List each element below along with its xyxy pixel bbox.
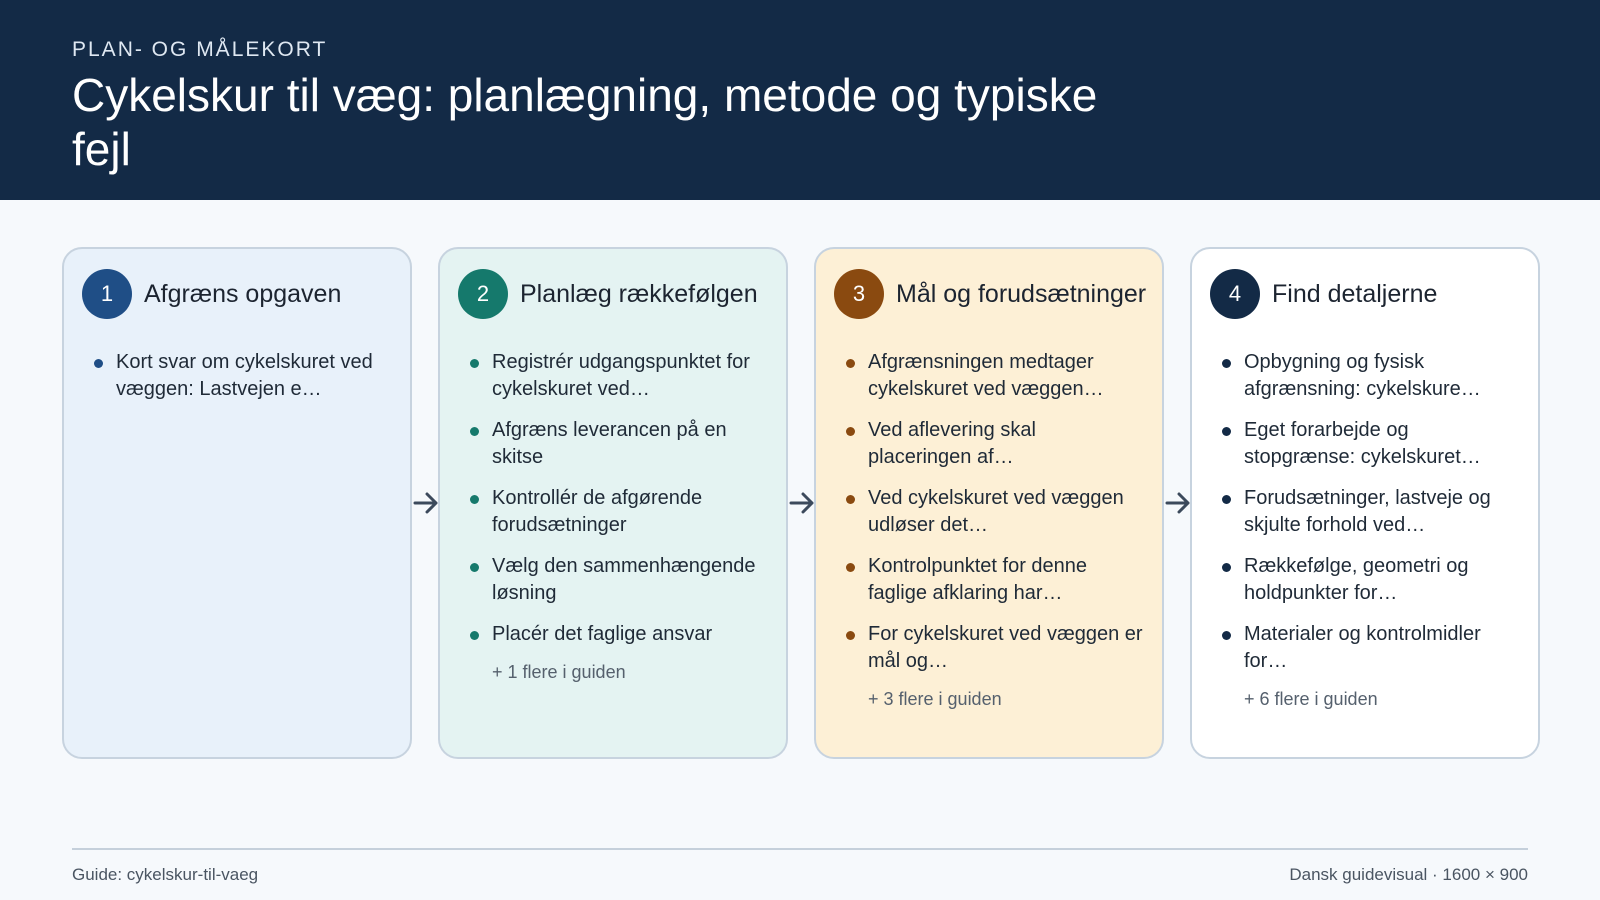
- list-item-text: Afgrænsningen medtager cykelskuret ved væggen…: [868, 351, 1104, 400]
- list-item-text: Registrér udgangspunktet for cykelskuret ved…: [492, 351, 750, 400]
- footer-guide-slug: Guide: cykelskur-til-vaeg: [72, 865, 259, 884]
- bullet-dot-icon: [470, 563, 479, 572]
- bullet-dot-icon: [1222, 563, 1231, 572]
- list-item: [468, 417, 768, 471]
- list-item-text: Ved aflevering skal placeringen af…: [868, 419, 1036, 468]
- bullet-dot-icon: [1222, 427, 1231, 436]
- step-card-header: [1210, 269, 1520, 319]
- step-bullet-list: [458, 349, 768, 648]
- bullet-dot-icon: [846, 563, 855, 572]
- list-item: [844, 349, 1144, 403]
- eyebrow-label: PLAN- OG MÅLEKORT: [72, 38, 328, 61]
- bullet-dot-icon: [846, 495, 855, 504]
- arrow-right-icon: [1163, 488, 1193, 518]
- step-title: Find detaljerne: [1272, 279, 1438, 308]
- list-item: [844, 417, 1144, 471]
- arrow-right-icon: [411, 488, 441, 518]
- step-number-badge: 2: [458, 269, 508, 319]
- bullet-dot-icon: [846, 359, 855, 368]
- list-item-text: Vælg den sammenhængende løsning: [492, 555, 756, 604]
- list-item-text: Kontrolpunktet for denne faglige afklaring har…: [868, 555, 1088, 604]
- more-in-guide-link[interactable]: + 6 flere i guiden: [1244, 689, 1378, 709]
- list-item-text: Placér det faglige ansvar: [492, 623, 713, 645]
- bullet-dot-icon: [1222, 631, 1231, 640]
- list-item-text: Materialer og kontrolmidler for…: [1244, 623, 1481, 672]
- step-number-badge: 4: [1210, 269, 1260, 319]
- list-item: [1220, 621, 1520, 675]
- header-banner: [0, 0, 1600, 200]
- list-item-text: Rækkefølge, geometri og holdpunkter for…: [1244, 555, 1469, 604]
- arrow-right-icon: [787, 488, 817, 518]
- list-item-text: For cykelskuret ved væggen er mål og…: [868, 623, 1143, 672]
- list-item: [1220, 349, 1520, 403]
- bullet-dot-icon: [1222, 359, 1231, 368]
- list-item: [844, 621, 1144, 675]
- step-title: Planlæg rækkefølgen: [520, 279, 758, 308]
- list-item: [468, 621, 768, 648]
- list-item-text: Ved cykelskuret ved væggen udløser det…: [868, 487, 1124, 536]
- list-item: [844, 485, 1144, 539]
- list-item: [468, 485, 768, 539]
- bullet-dot-icon: [470, 427, 479, 436]
- bullet-dot-icon: [1222, 495, 1231, 504]
- step-bullet-list: [834, 349, 1144, 675]
- bullet-dot-icon: [470, 631, 479, 640]
- step-card-4: [1190, 247, 1540, 759]
- bullet-dot-icon: [94, 359, 103, 368]
- step-number-badge: 1: [82, 269, 132, 319]
- list-item-text: Afgræns leverancen på en skitse: [492, 419, 727, 468]
- bullet-dot-icon: [470, 495, 479, 504]
- list-item: [92, 349, 392, 403]
- page-title: Cykelskur til væg: planlægning, metode og typiske fejl: [72, 69, 1098, 175]
- footer-credit: Dansk guidevisual · 1600 × 900: [1289, 865, 1528, 884]
- step-card-header: [458, 269, 768, 319]
- list-item: [1220, 417, 1520, 471]
- list-item: [468, 553, 768, 607]
- bullet-dot-icon: [846, 631, 855, 640]
- list-item-text: Kort svar om cykelskuret ved væggen: Lastvejen e…: [116, 351, 373, 400]
- step-card-header: [82, 269, 392, 319]
- step-card-header: [834, 269, 1147, 319]
- more-in-guide-link[interactable]: + 3 flere i guiden: [868, 689, 1002, 709]
- list-item-text: Opbygning og fysisk afgrænsning: cykelskure…: [1244, 351, 1481, 400]
- list-item-text: Kontrollér de afgørende forudsætninger: [492, 487, 703, 536]
- step-bullet-list: [1210, 349, 1520, 675]
- step-card-2: [438, 247, 788, 759]
- list-item: [468, 349, 768, 403]
- step-card-1: [62, 247, 412, 759]
- step-number-badge: 3: [834, 269, 884, 319]
- bullet-dot-icon: [846, 427, 855, 436]
- list-item-text: Forudsætninger, lastveje og skjulte forhold ved…: [1244, 487, 1491, 536]
- step-card-3: [814, 247, 1164, 759]
- list-item: [1220, 485, 1520, 539]
- list-item: [1220, 553, 1520, 607]
- footer-divider: [72, 848, 1528, 850]
- list-item-text: Eget forarbejde og stopgrænse: cykelskuret…: [1244, 419, 1481, 468]
- step-title: Mål og forudsætninger: [896, 279, 1147, 308]
- more-in-guide-link[interactable]: + 1 flere i guiden: [492, 662, 626, 682]
- step-title: Afgræns opgaven: [144, 279, 342, 308]
- bullet-dot-icon: [470, 359, 479, 368]
- list-item: [844, 553, 1144, 607]
- step-bullet-list: [82, 349, 392, 403]
